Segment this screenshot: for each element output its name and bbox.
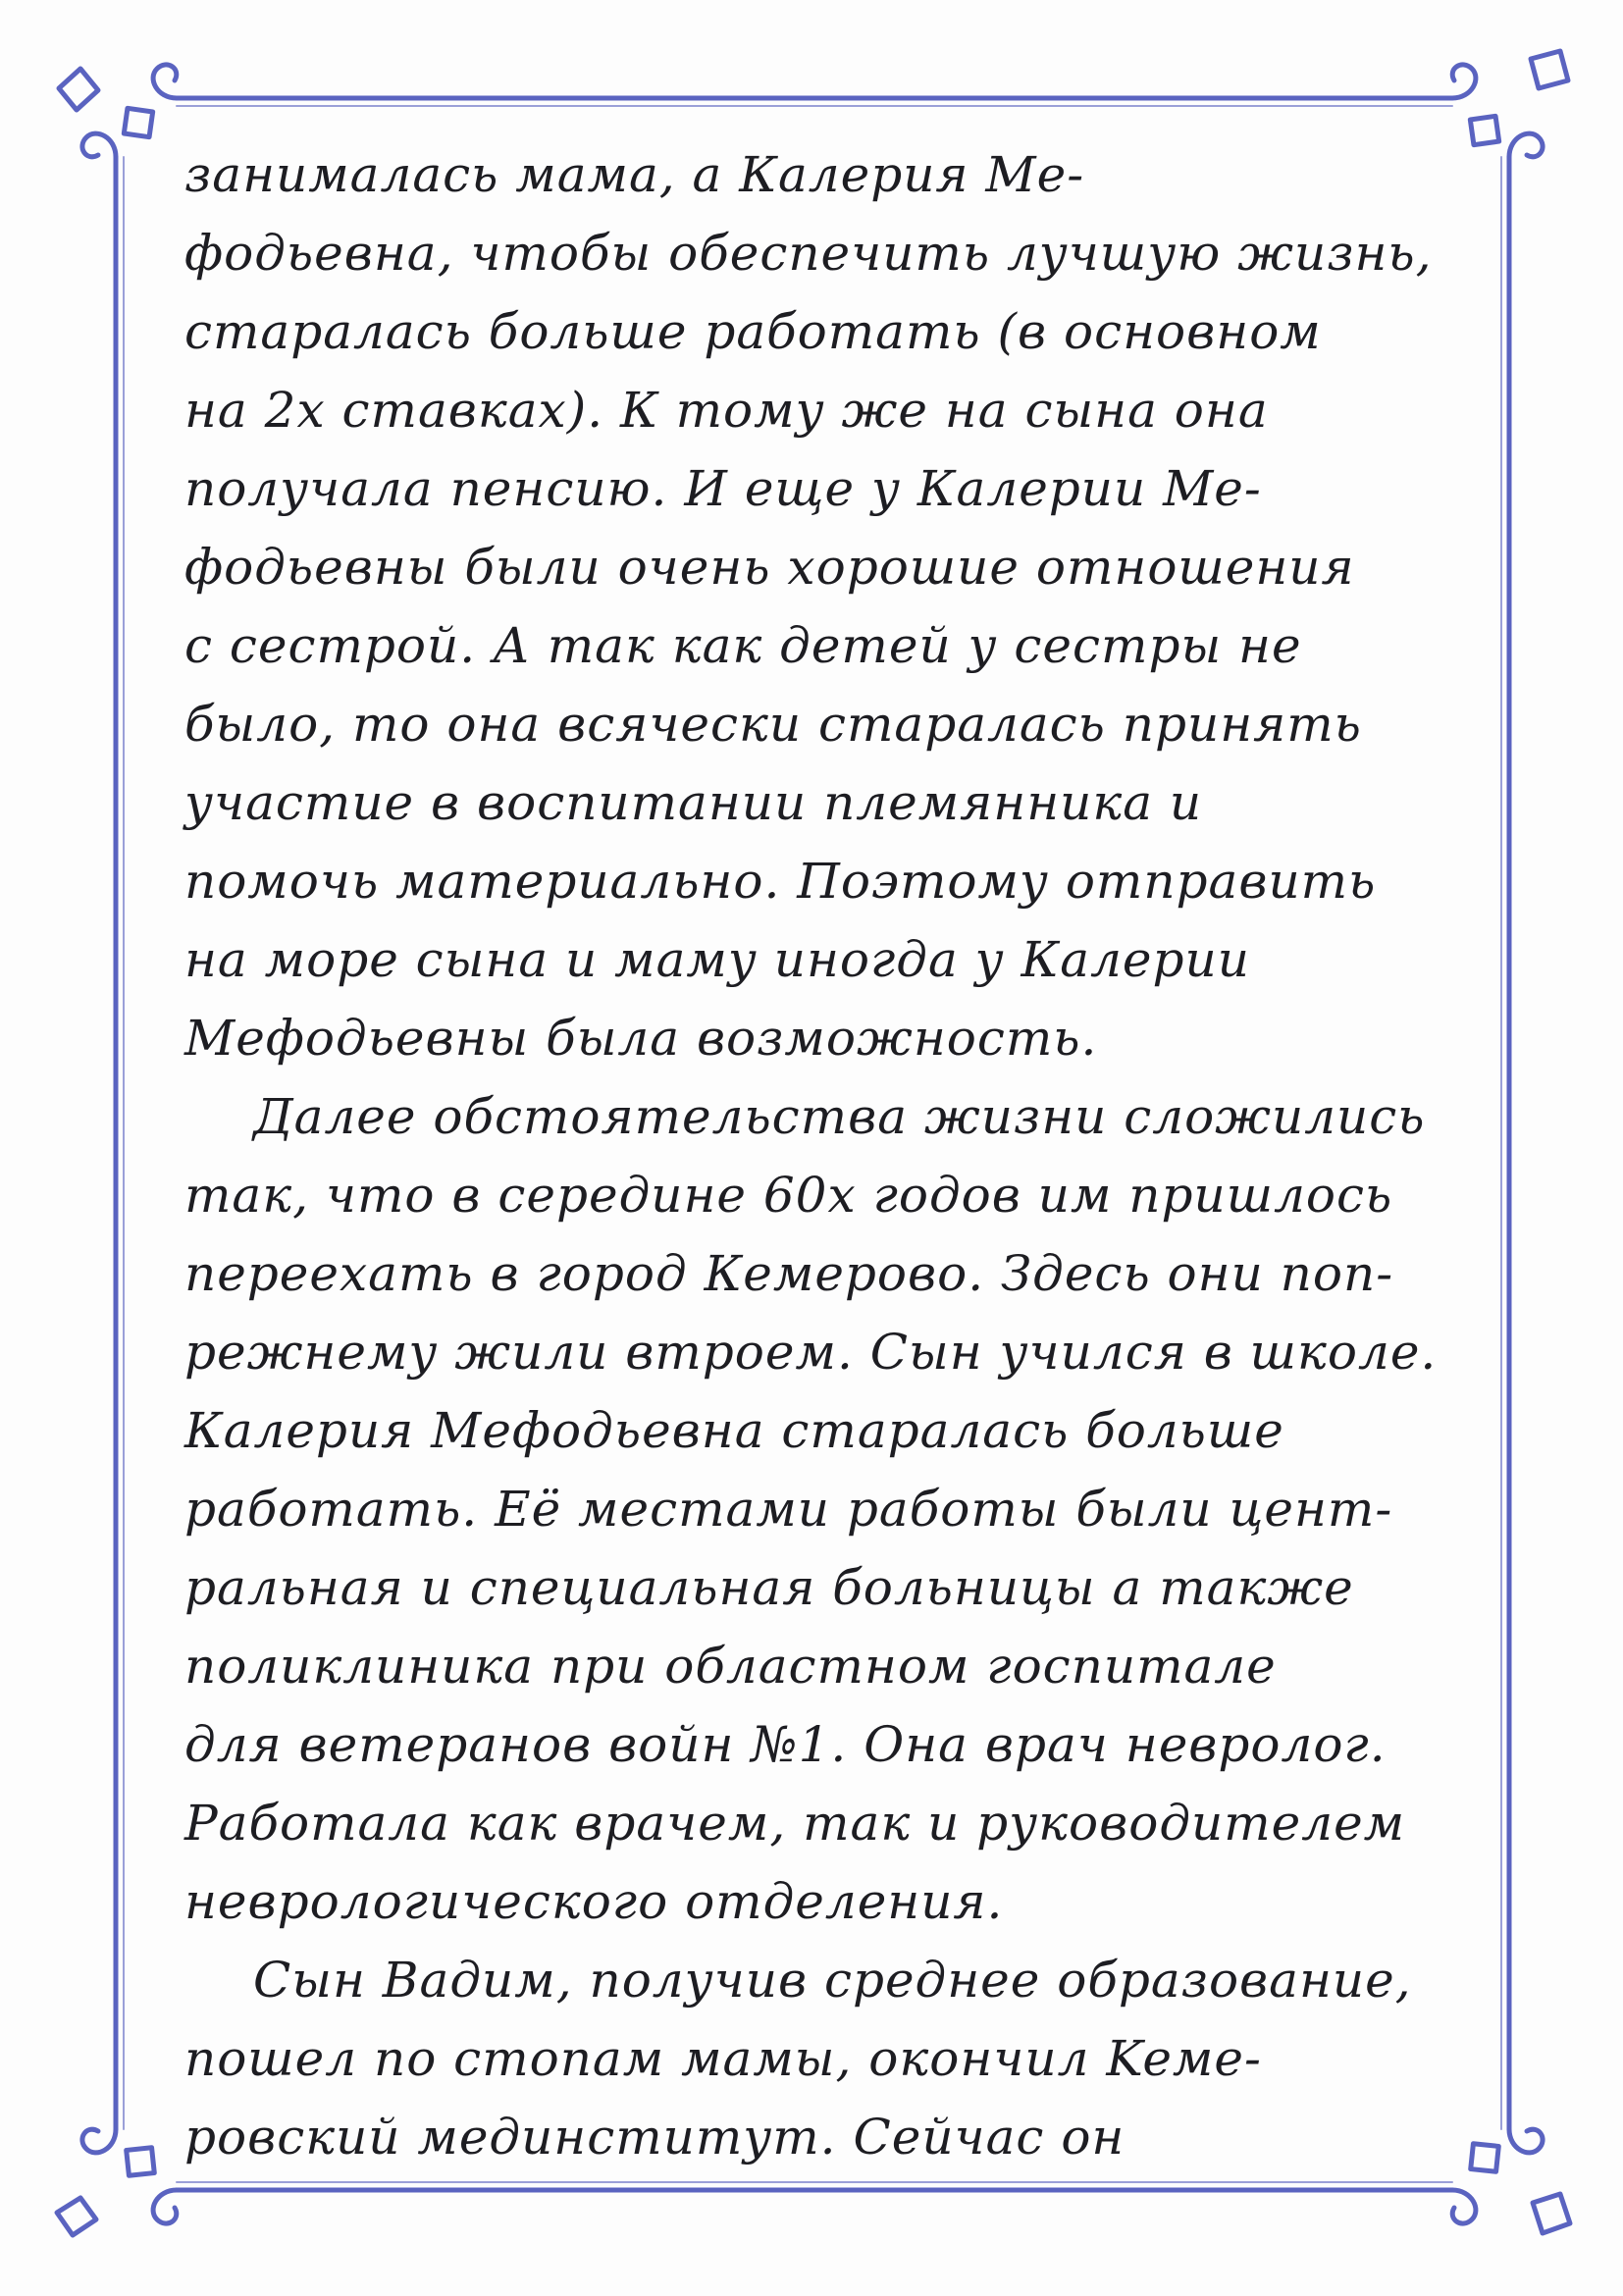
text-line: переехать в город Кемерово. Здесь они поп- (184, 1245, 1394, 1302)
corner-ornament-top-left (59, 65, 177, 157)
handwritten-text (184, 135, 1519, 2166)
text-line: участие в воспитании племянника и (184, 774, 1203, 831)
text-line: Мефодьевны была возможность. (184, 1010, 1098, 1067)
text-line: было, то она всячески старалась принять (184, 696, 1362, 753)
text-line: фодьевны были очень хорошие отношения (184, 539, 1355, 596)
text-line: работать. Её местами работы были цент- (184, 1481, 1393, 1538)
text-line: Сын Вадим, получив среднее образование, (253, 1952, 1412, 2009)
text-line: поликлиника при областном госпитале (184, 1638, 1277, 1695)
text-line: занималась мама, а Калерия Ме- (184, 146, 1085, 203)
text-line: режнему жили втроем. Сын учился в школе. (184, 1324, 1438, 1381)
text-line: на 2х ставках). К тому же на сына она (184, 382, 1269, 439)
corner-ornament-bottom-left (57, 2129, 177, 2235)
text-line: Далее обстоятельства жизни сложились (253, 1088, 1426, 1145)
text-line: на море сына и маму иногда у Калерии (184, 931, 1250, 988)
text-line: помочь материально. Поэтому отправить (184, 853, 1377, 910)
text-line: старалась больше работать (в основном (184, 303, 1322, 360)
text-line: неврологического отделения. (184, 1873, 1004, 1930)
text-line: получала пенсию. И еще у Калерии Ме- (184, 460, 1262, 517)
text-line: фодьевна, чтобы обеспечить лучшую жизнь, (184, 225, 1433, 282)
text-line: пошел по стопам мамы, окончил Keме- (184, 2030, 1262, 2087)
text-line: Работала как врачем, так и руководителем (184, 1795, 1406, 1852)
text-line: для ветеранов войн №1. Она врач невролог. (184, 1716, 1387, 1773)
text-line: так, что в середине 60х годов им пришлось (184, 1167, 1393, 1224)
text-line: Калерия Мефодьевна старалась больше (184, 1402, 1284, 1459)
text-line: ральная и специальная больницы а также (184, 1559, 1354, 1616)
text-line: с сестрой. А так как детей у сестры не (184, 617, 1302, 674)
text-line: ровский мединститут. Сейчас он (184, 2109, 1126, 2166)
